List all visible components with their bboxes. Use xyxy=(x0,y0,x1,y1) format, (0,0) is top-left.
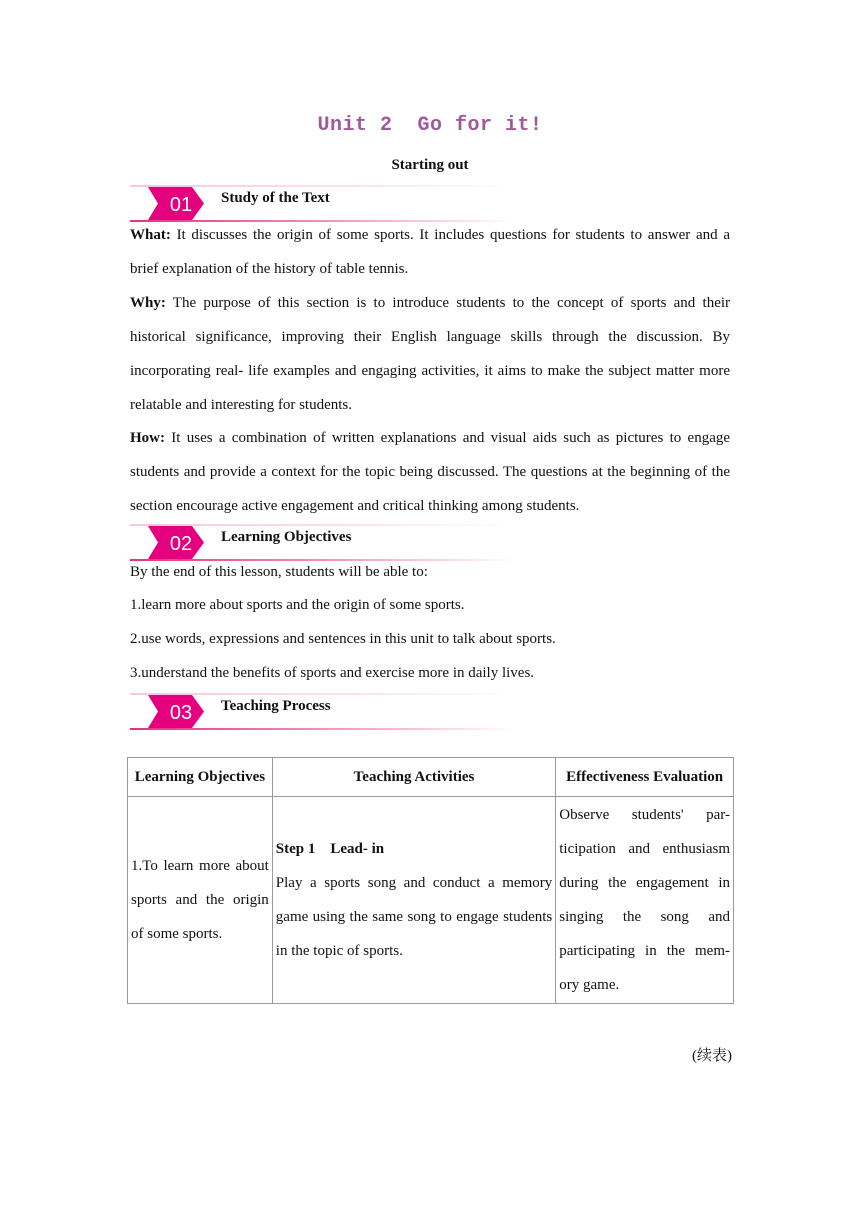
section-bottom-line xyxy=(130,728,515,730)
section-number-badge xyxy=(148,187,204,220)
section-title: Study of the Text xyxy=(221,190,330,206)
page-subtitle: Starting out xyxy=(391,157,469,173)
how-paragraph xyxy=(130,421,730,523)
section-bottom-line xyxy=(130,559,515,561)
why-label: Why: xyxy=(130,295,166,311)
section-number-badge xyxy=(148,695,204,728)
teaching-process-table xyxy=(127,757,734,1004)
continued-label: (续表) xyxy=(692,1048,732,1064)
objective-item: 2.use words, expressions and sentences in this unit to talk about sports. xyxy=(130,631,556,647)
section-number: 02 xyxy=(169,533,193,555)
how-text: It uses a combination of written explanations and visual aids such as pictures to engage students and provide a context for the topic being discussed. The questions at the beginning of the section encourage active engagement and critical thinking among students. xyxy=(130,430,731,514)
objective-item: 3.understand the benefits of sports and exercise more in daily lives. xyxy=(130,665,535,681)
activity-text: Play a sports song and conduct a memory game using the same song to engage students in the topic of sports. xyxy=(275,875,553,959)
column-header: Learning Objectives xyxy=(128,758,273,797)
activity-cell xyxy=(272,797,555,1004)
evaluation-cell: Observe students' par- ticipation and enthusiasm during the engagement in singing the song and participating in the mem- ory game. xyxy=(556,797,734,1004)
what-text: It discusses the origin of some sports. It includes questions for students to answer and a brief explanation of the history of table tennis. xyxy=(130,227,731,277)
section-number-badge xyxy=(148,526,204,559)
section-title: Learning Objectives xyxy=(221,529,352,545)
objective-item: 1.learn more about sports and the origin of some sports. xyxy=(130,597,465,613)
why-paragraph xyxy=(130,286,730,422)
objective-cell: 1.To learn more about sports and the origin of some sports. xyxy=(128,797,273,1004)
section-number: 03 xyxy=(169,702,193,724)
column-header: Effectiveness Evaluation xyxy=(556,758,734,797)
page-title: Unit 2 Go for it! xyxy=(317,114,543,137)
table-row xyxy=(128,797,734,1004)
how-label: How: xyxy=(130,430,165,446)
what-label: What: xyxy=(130,227,171,243)
objectives-intro: By the end of this lesson, students will be able to: xyxy=(130,564,428,580)
section-title: Teaching Process xyxy=(221,698,331,714)
section-header-study xyxy=(130,184,515,222)
column-header: Teaching Activities xyxy=(272,758,555,797)
step-title: Step 1 Lead- in xyxy=(275,841,385,857)
what-paragraph xyxy=(130,218,730,286)
table-header-row xyxy=(128,758,734,797)
section-header-process xyxy=(130,692,515,730)
section-number: 01 xyxy=(169,194,193,216)
why-text: The purpose of this section is to introduce students to the concept of sports and their historical significance, improving their English language skills through the discussion. By incorporating real- life examples and engaging activities, it aims to make the subject matter more relatable and interesting for students. xyxy=(130,295,731,413)
section-header-objectives xyxy=(130,523,515,561)
